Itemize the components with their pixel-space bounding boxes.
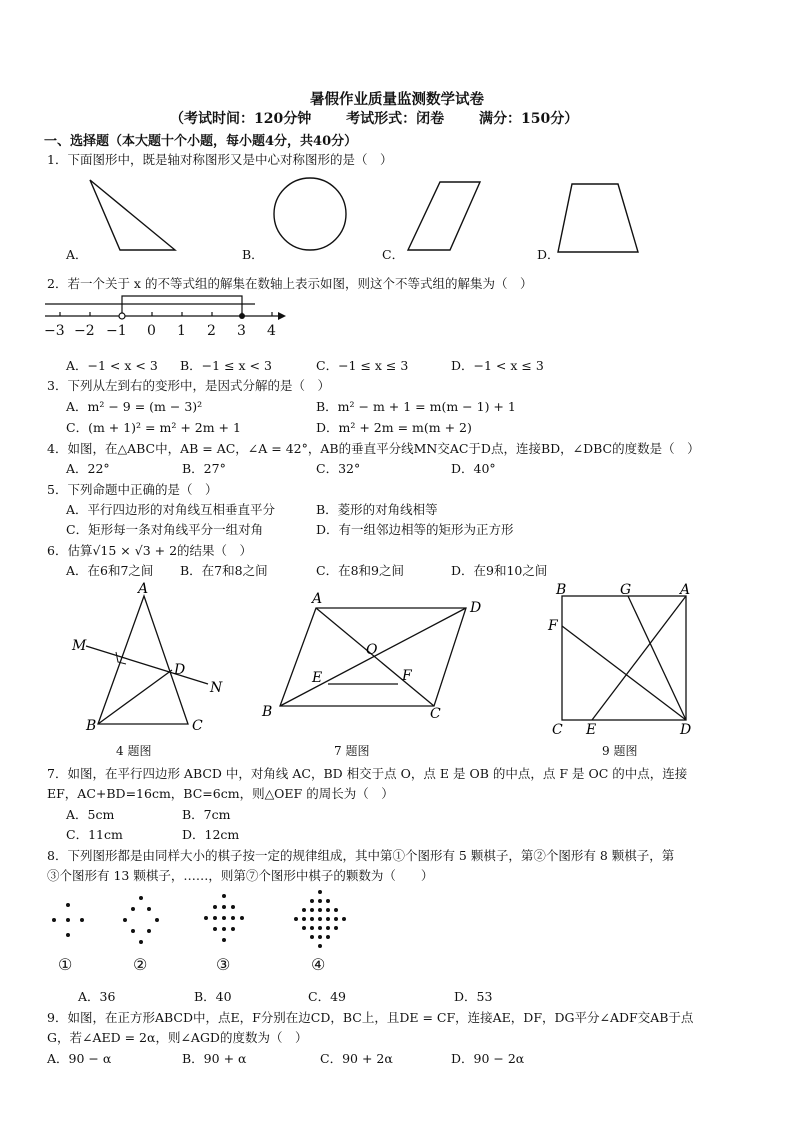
q8-fig-label-3: ③ [216,955,231,974]
q3-option-a: A．m² − 9 = (m − 3)² [66,399,203,414]
fig4-label-n: N [210,680,223,696]
q7-option-c: C．11cm [66,827,123,842]
q1-trapezoid [558,184,638,252]
q6-option-d: D．在9和10之间 [451,563,548,578]
q2-option-a: A．−1 < x < 3 [66,358,158,373]
fig9-label-e: E [586,722,597,738]
q1-label-c: C． [382,247,405,262]
fig9-label-c: C [552,722,563,738]
open-dot-icon [119,313,125,319]
fig4-caption: 4 题图 [116,744,152,758]
q3-option-b: B．m² − m + 1 = m(m − 1) + 1 [316,399,516,414]
q4-stem: 4．如图，在△ABC中，AB = AC，∠A = 42°，AB的垂直平分线MN交AC于D点，连接BD，∠DBC的度数是（ ） [47,441,700,456]
q5-stem: 5．下列命题中正确的是（ ） [47,482,218,497]
section-heading: 一、选择题（本大题十个小题，每小题4分，共40分） [44,134,358,149]
q2-option-c: C．−1 ≤ x ≤ 3 [316,358,409,373]
tick-2: 2 [207,323,216,339]
q1-triangle [90,180,175,250]
q4-option-c: C．32° [316,461,361,476]
figure-4 [60,578,230,738]
q1-shapes [40,170,680,262]
q1-parallelogram [408,182,480,250]
q9-option-c: C．90 + 2α [320,1051,393,1066]
q6-option-b: B．在7和8之间 [180,563,268,578]
q7-stem-line2: EF，AC+BD=16cm，BC=6cm，则△OEF 的周长为（ ） [47,786,394,801]
fig9-caption: 9 题图 [602,744,638,758]
q8-stem-line1: 8．下列图形都是由同样大小的棋子按一定的规律组成，其中第①个图形有 5 颗棋子，第②个图形有 8 颗棋子，第 [47,848,675,863]
q3-stem: 3．下列从左到右的变形中，是因式分解的是（ ） [47,378,330,393]
q3-option-d: D．m² + 2m = m(m + 2) [316,420,472,435]
fig7-label-a: A [312,591,323,607]
q5-option-d: D．有一组邻边相等的矩形为正方形 [316,522,514,537]
q9-option-d: D．90 − 2α [451,1051,525,1066]
tick-neg1: −1 [106,323,127,339]
q5-option-c: C．矩形每一条对角线平分一组对角 [66,522,264,537]
q6-stem: 6．估算√15 × √3 + 2的结果（ ） [47,543,253,558]
q3-option-c: C．(m + 1)² = m² + 2m + 1 [66,420,241,435]
q8-option-d: D．53 [454,989,493,1004]
q2-option-b: B．−1 ≤ x < 3 [180,358,272,373]
exam-info [170,108,608,128]
q8-stem-line2: ③个图形有 13 颗棋子，……，则第⑦个图形中棋子的颗数为（ ） [47,868,434,883]
q1-label-b: B． [242,247,264,262]
fig9-label-f: F [548,618,558,634]
q8-option-a: A．36 [78,989,116,1004]
exam-form: 考试形式：闭卷 [346,111,445,127]
fig4-label-a: A [138,581,149,597]
arrow-icon [278,312,286,320]
exam-time: （考试时间：120分钟 [170,111,312,127]
q4-option-a: A．22° [66,461,110,476]
q8-dot-patterns [44,890,374,950]
q7-option-d: D．12cm [182,827,240,842]
q7-option-b: B．7cm [182,807,231,822]
fig7-label-b: B [262,704,273,720]
tick-0: 0 [147,323,156,339]
q9-stem-line1: 9．如图，在正方形ABCD中，点E，F分别在边CD，BC上，且DE = CF，连接AE，DF，DG平分∠ADF交AB于点 [47,1010,694,1025]
q8-fig-label-4: ④ [311,955,326,974]
q8-fig-label-2: ② [133,955,148,974]
fig4-label-c: C [192,718,203,734]
fig7-label-o: O [366,642,378,658]
fig7-label-e: E [312,670,323,686]
q2-option-d: D．−1 < x ≤ 3 [451,358,544,373]
tick-1: 1 [177,323,186,339]
q8-option-c: C．49 [308,989,346,1004]
fig7-label-d: D [470,600,482,616]
tick-3: 3 [237,323,246,339]
exam-score: 满分：150分） [478,111,579,127]
fig7-caption: 7 题图 [334,744,370,758]
fig4-label-m: M [72,638,87,654]
q5-option-b: B．菱形的对角线相等 [316,502,438,517]
fig9-label-b: B [556,582,567,598]
fig7-label-c: C [430,706,441,722]
solid-dot-icon [239,313,245,319]
q4-option-b: B．27° [182,461,226,476]
fig9-label-d: D [680,722,692,738]
q1-label-a: A． [66,247,88,262]
q8-fig-label-1: ① [58,955,73,974]
q1-circle [274,178,346,250]
q9-option-a: A．90 − α [47,1051,112,1066]
q5-option-a: A．平行四边形的对角线互相垂直平分 [66,502,276,517]
q7-stem-line1: 7．如图，在平行四边形 ABCD 中，对角线 AC，BD 相交于点 O，点 E 是 OB 的中点，点 F 是 OC 的中点，连接 [47,766,688,781]
page-title: 暑假作业质量监测数学试卷 [310,91,484,108]
fig4-label-b: B [86,718,97,734]
q9-option-b: B．90 + α [182,1051,247,1066]
q4-option-d: D．40° [451,461,496,476]
tick-neg3: −3 [44,323,65,339]
q8-option-b: B．40 [194,989,232,1004]
fig9-label-a: A [680,582,691,598]
fig7-label-f: F [402,668,412,684]
q6-option-a: A．在6和7之间 [66,563,154,578]
tick-4: 4 [267,323,276,339]
figure-9 [540,578,710,740]
q7-option-a: A．5cm [66,807,115,822]
fig9-label-g: G [620,582,632,598]
figure-7 [258,588,494,728]
q9-stem-line2: G，若∠AED = 2α，则∠AGD的度数为（ ） [47,1030,308,1045]
q1-label-d: D． [537,247,560,262]
fig4-label-d: D [174,662,186,678]
tick-neg2: −2 [74,323,95,339]
q2-stem: 2．若一个关于 x 的不等式组的解集在数轴上表示如图，则这个不等式组的解集为（ ） [47,276,533,291]
q1-stem: 1．下面图形中，既是轴对称图形又是中心对称图形的是（ ） [47,152,393,167]
q6-option-c: C．在8和9之间 [316,563,404,578]
